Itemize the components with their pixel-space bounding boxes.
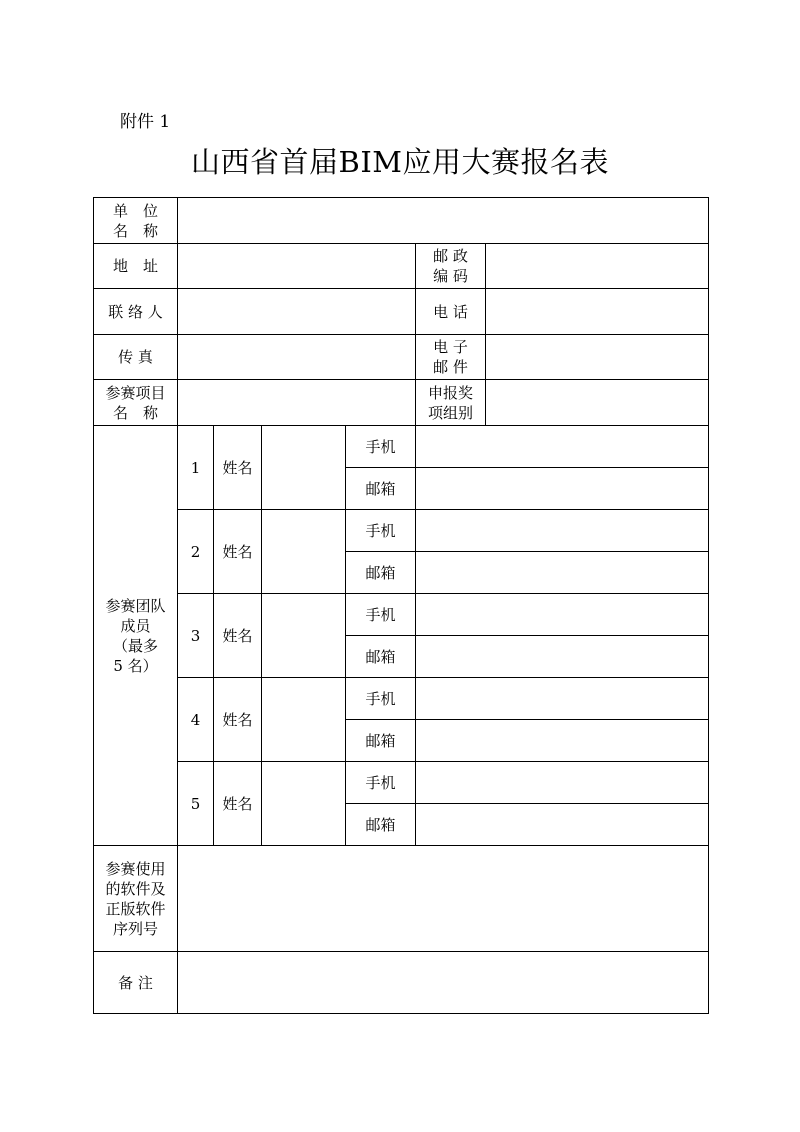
fax-field[interactable] [178,335,416,380]
member-number: 2 [178,510,214,594]
member-row-mobile [94,762,709,804]
member-mobile-field[interactable] [416,426,709,468]
project-name-label-line1: 参赛项目 [105,383,166,402]
member-mailbox-label: 邮箱 [346,720,416,762]
row-software [94,846,709,952]
member-mobile-field[interactable] [416,762,709,804]
member-mobile-label: 手机 [346,594,416,636]
software-label-line2: 的软件及 [105,879,166,898]
row-project [94,380,709,426]
member-name-field[interactable] [262,678,346,762]
remarks-label: 备 注 [94,952,178,1014]
member-row-mobile [94,426,709,468]
member-mailbox-field[interactable] [416,804,709,846]
member-number: 5 [178,762,214,846]
team-label-line1: 参赛团队 [105,596,166,615]
member-mobile-field[interactable] [416,510,709,552]
address-label: 地 址 [94,244,178,289]
software-label-line1: 参赛使用 [105,859,166,878]
member-name-label: 姓名 [214,510,262,594]
team-members-label [94,426,178,846]
team-label-line4: 5 名） [113,656,158,675]
attachment-label: 附件 1 [120,112,171,132]
member-name-label: 姓名 [214,762,262,846]
member-mailbox-label: 邮箱 [346,636,416,678]
member-mailbox-field[interactable] [416,720,709,762]
software-label-line4: 序列号 [112,919,158,938]
award-group-field[interactable] [486,380,709,426]
award-group-label-line2: 项组别 [427,403,473,422]
member-mailbox-field[interactable] [416,468,709,510]
email-label-line1: 电 子 [433,338,468,356]
award-group-label [416,380,486,426]
software-field[interactable] [178,846,709,952]
row-contact [94,289,709,335]
member-mobile-label: 手机 [346,678,416,720]
member-name-field[interactable] [262,510,346,594]
member-mailbox-field[interactable] [416,552,709,594]
email-label [416,335,486,380]
fax-label: 传 真 [94,335,178,380]
remarks-field[interactable] [178,952,709,1014]
contact-label: 联 络 人 [94,289,178,335]
registration-form [93,197,709,1014]
unit-name-label-line1: 单 位 [112,201,158,220]
member-number: 4 [178,678,214,762]
member-name-label: 姓名 [214,594,262,678]
member-mobile-label: 手机 [346,762,416,804]
phone-label: 电 话 [416,289,486,335]
form-title: 山西省首届BIM应用大赛报名表 [191,145,609,179]
member-mailbox-field[interactable] [416,636,709,678]
member-mailbox-label: 邮箱 [346,804,416,846]
member-mobile-label: 手机 [346,510,416,552]
unit-name-field[interactable] [178,198,709,244]
postal-code-label-line2: 编 码 [433,267,468,285]
contact-field[interactable] [178,289,416,335]
row-unit-name [94,198,709,244]
email-field[interactable] [486,335,709,380]
member-mobile-field[interactable] [416,678,709,720]
member-row-mobile [94,594,709,636]
award-group-label-line1: 申报奖 [427,383,473,402]
row-address [94,244,709,289]
phone-field[interactable] [486,289,709,335]
member-row-mobile [94,510,709,552]
software-label [94,846,178,952]
member-name-field[interactable] [262,426,346,510]
team-label-line3: （最多 [112,636,158,655]
member-row-mobile [94,678,709,720]
member-mailbox-label: 邮箱 [346,468,416,510]
email-label-line2: 邮 件 [433,358,468,376]
member-name-field[interactable] [262,762,346,846]
postal-code-label [416,244,486,289]
team-label-line2: 成员 [120,616,151,635]
member-number: 3 [178,594,214,678]
postal-code-label-line1: 邮 政 [433,247,468,265]
member-name-label: 姓名 [214,678,262,762]
member-mobile-field[interactable] [416,594,709,636]
row-remarks [94,952,709,1014]
project-name-label [94,380,178,426]
address-field[interactable] [178,244,416,289]
unit-name-label [94,198,178,244]
row-fax [94,335,709,380]
member-number: 1 [178,426,214,510]
member-mobile-label: 手机 [346,426,416,468]
project-name-field[interactable] [178,380,416,426]
software-label-line3: 正版软件 [105,899,166,918]
unit-name-label-line2: 名 称 [112,221,158,240]
member-name-field[interactable] [262,594,346,678]
member-mailbox-label: 邮箱 [346,552,416,594]
member-name-label: 姓名 [214,426,262,510]
project-name-label-line2: 名 称 [112,403,158,422]
postal-code-field[interactable] [486,244,709,289]
